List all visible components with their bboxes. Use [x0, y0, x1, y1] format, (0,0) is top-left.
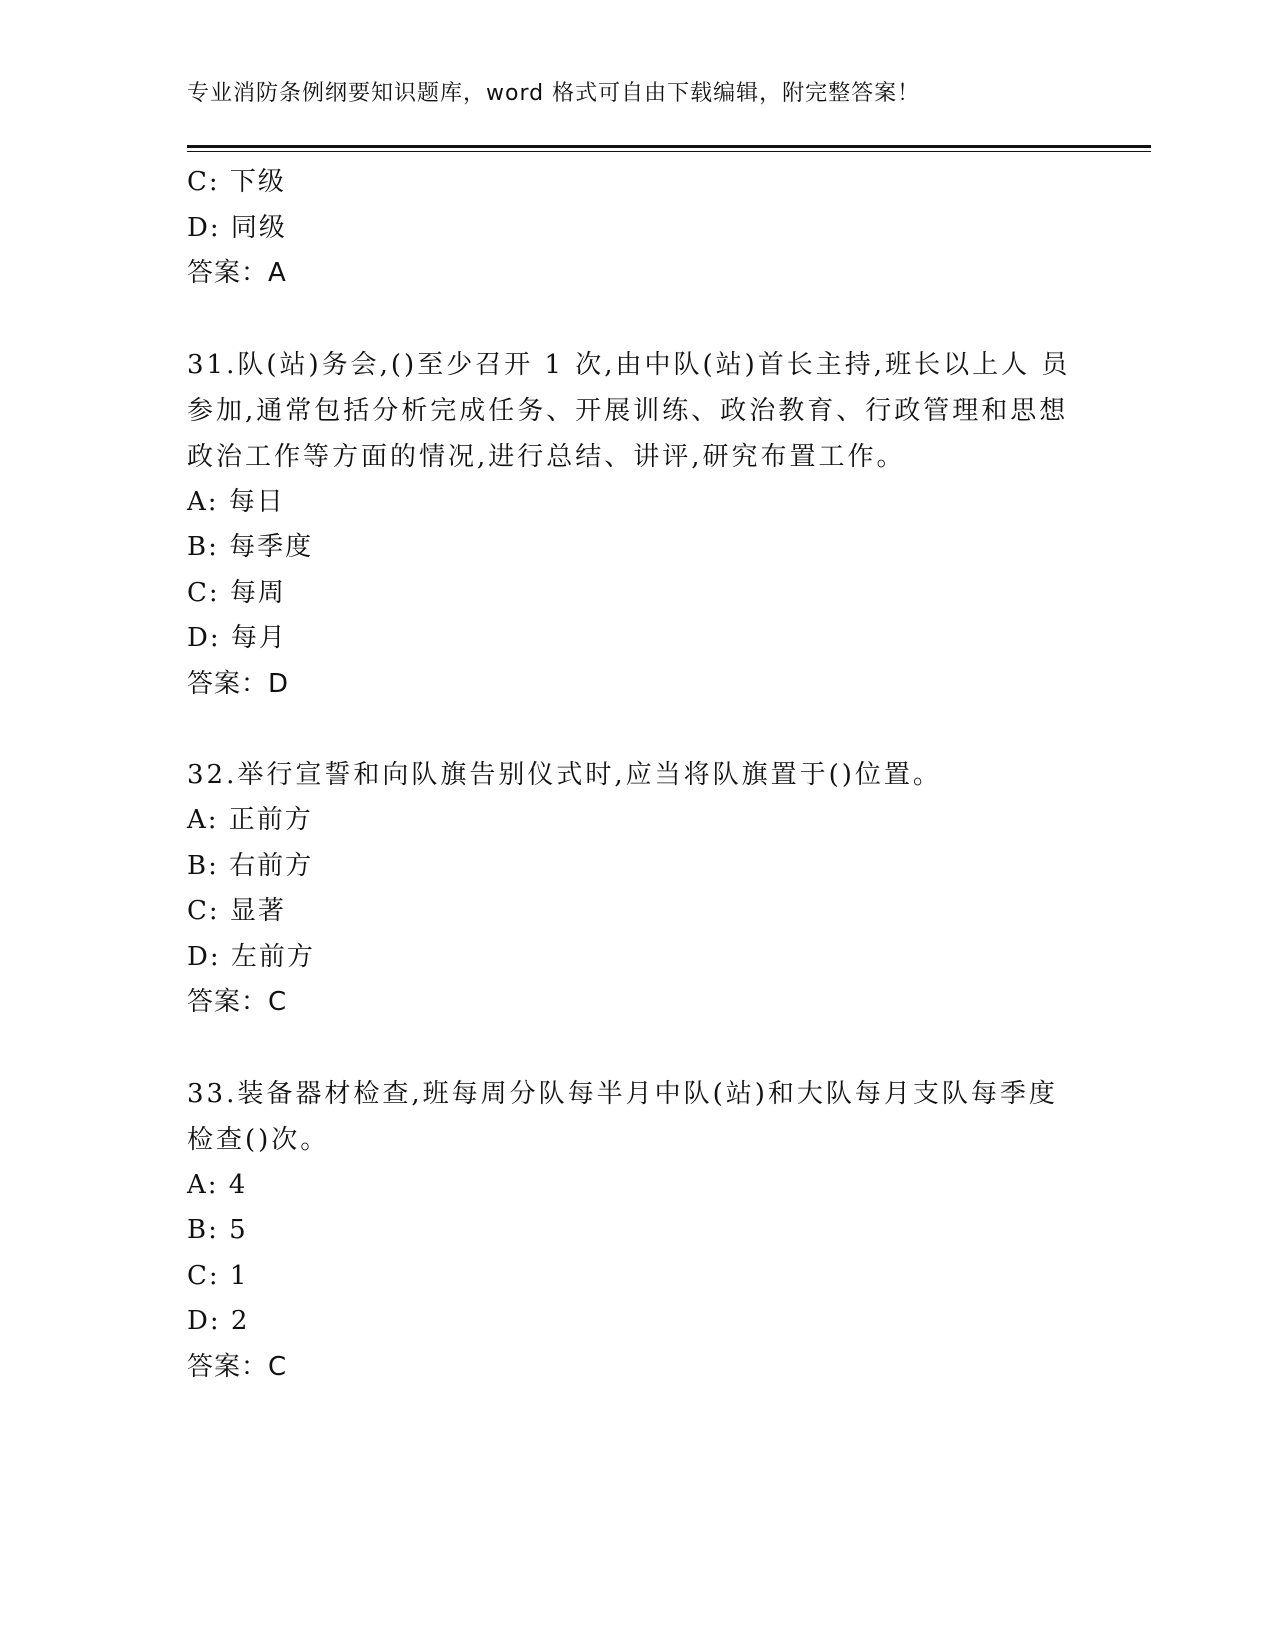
- option-d: D: 2: [187, 1306, 250, 1336]
- spacer: [187, 707, 1087, 752]
- document-body: [187, 160, 1087, 1390]
- spacer: [187, 297, 1087, 342]
- question-stem-line: 检查()次。: [187, 1124, 330, 1155]
- option-d: D: 每月: [187, 623, 287, 653]
- question-stem-line: 32.举行宣誓和向队旗告别仪式时,应当将队旗置于()位置。: [187, 760, 942, 790]
- header-rule-thick: [187, 145, 1151, 148]
- answer-line: 答案：C: [187, 1351, 288, 1382]
- option-a: A: 正前方: [187, 805, 313, 835]
- question-stem-line: 政治工作等方面的情况,进行总结、讲评,研究布置工作。: [187, 441, 906, 472]
- option-c: C: 下级: [187, 167, 286, 197]
- question-stem-line: 31.队(站)务会,()至少召开 1 次,由中队(站)首长主持,班长以上人 员: [187, 349, 1071, 380]
- answer-line: 答案：C: [187, 987, 288, 1017]
- option-c: C: 每周: [187, 577, 286, 608]
- option-b: B: 5: [187, 1215, 248, 1245]
- option-c: C: 1: [187, 1260, 249, 1291]
- option-b: B: 右前方: [187, 850, 314, 881]
- question-stem-line: 33.装备器材检查,班每周分队每半月中队(站)和大队每月支队每季度: [187, 1078, 1058, 1109]
- option-d: D: 左前方: [187, 941, 315, 972]
- question-32: [187, 752, 1087, 1026]
- option-c: C: 显著: [187, 896, 286, 926]
- question-31: [187, 342, 1087, 708]
- question-stem-line: 参加,通常包括分析完成任务、开展训练、政治教育、行政管理和思想: [187, 395, 1069, 426]
- option-d: D: 同级: [187, 212, 287, 243]
- question-30-tail: [187, 160, 1087, 297]
- header-rule-thin: [187, 151, 1151, 152]
- option-b: B: 每季度: [187, 532, 314, 562]
- question-33: [187, 1071, 1087, 1391]
- option-a: A: 4: [187, 1169, 248, 1200]
- answer-line: 答案：A: [187, 258, 287, 288]
- page-header: 专业消防条例纲要知识题库，word 格式可自由下载编辑，附完整答案！: [187, 81, 921, 106]
- spacer: [187, 1026, 1087, 1071]
- answer-line: 答案：D: [187, 668, 290, 699]
- option-a: A: 每日: [187, 486, 285, 517]
